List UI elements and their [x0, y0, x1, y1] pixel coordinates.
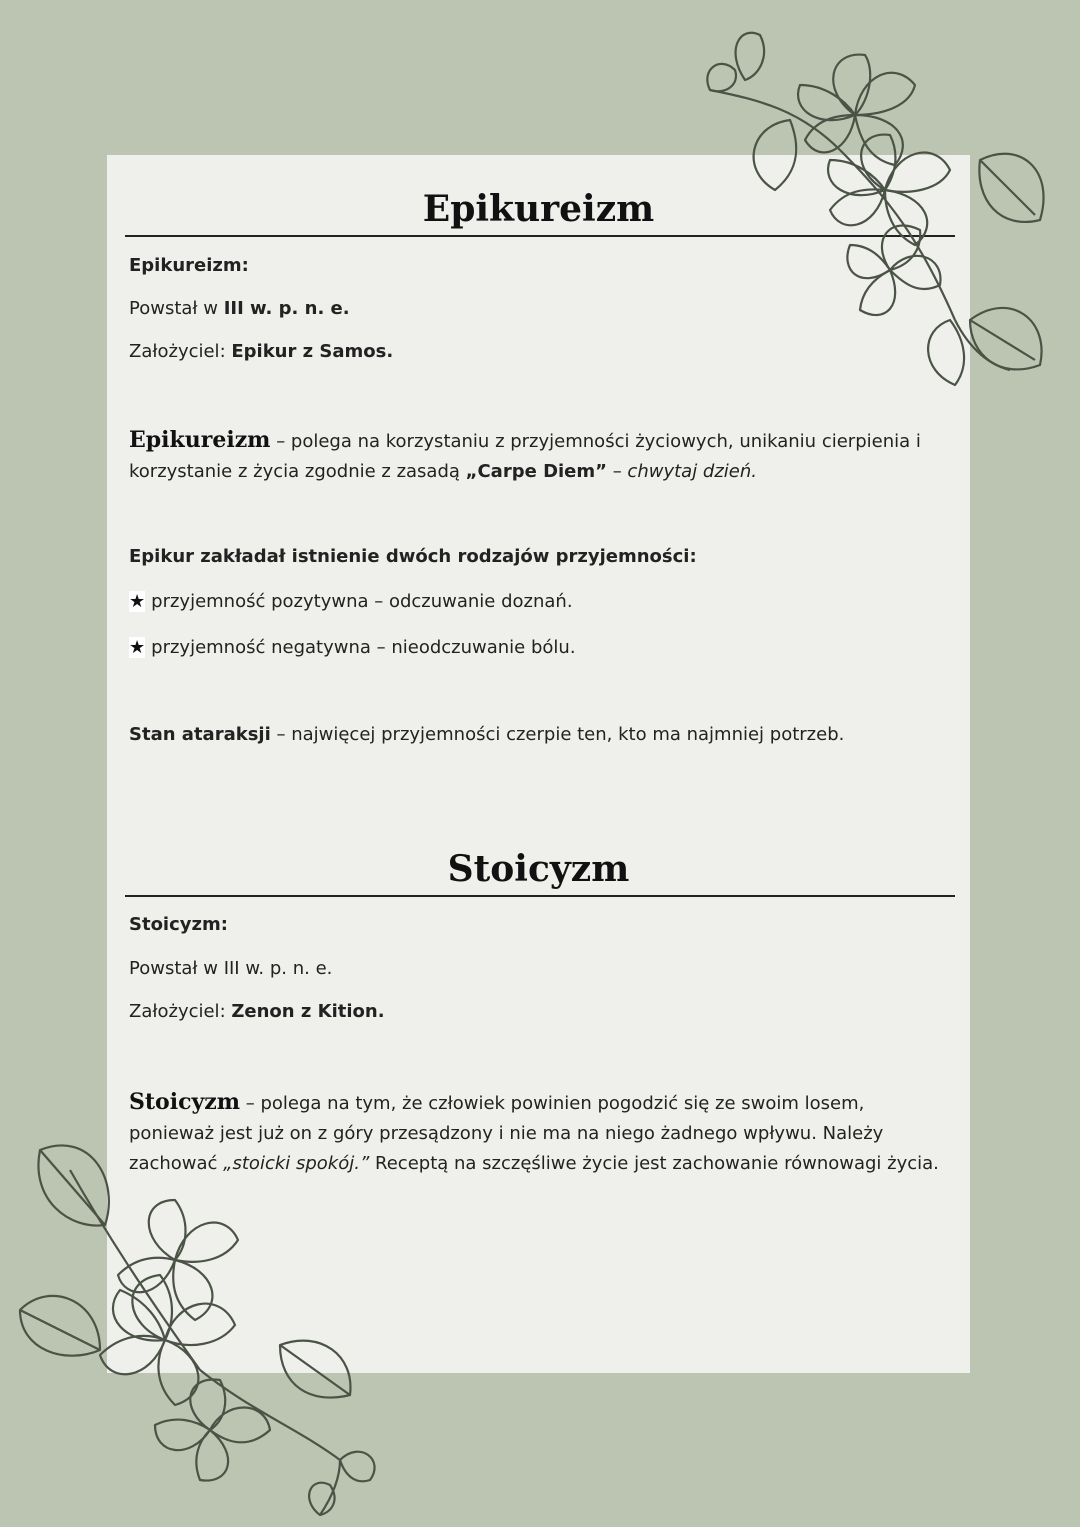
epicurean-definition: Epikureizm – polega na korzystaniu z przyjemności życiowych, unikaniu cierpienia i korzystanie z życia zgodnie z zasadą „Carpe Diem” – chwytaj dzień. — [129, 427, 921, 482]
stoic-definition: Stoicyzm – polega na tym, że człowiek powinien pogodzić się ze swoim losem, ponieważ jest już on z góry przesądzony i nie ma na niego żadnego wpływu. Należy zachować „stoicki spokój.” Receptą na szczęśliwe życie jest zachowanie równowagi życia. — [129, 1089, 939, 1174]
ataraxia-line: Stan ataraksji – najwięcej przyjemności czerpie ten, kto ma najmniej potrzeb. — [129, 724, 845, 745]
stoic-label: Stoicyzm: — [129, 914, 228, 935]
epicurean-label: Epikureizm: — [129, 255, 249, 276]
epicurean-origin: Powstał w III w. p. n. e. — [129, 298, 350, 319]
stoic-title: Stoicyzm — [447, 848, 630, 890]
list-item: ★ przyjemność pozytywna – odczuwanie doznań. — [129, 591, 573, 612]
content-card — [107, 155, 970, 1373]
title-divider — [125, 895, 955, 897]
epicurean-founder: Założyciel: Epikur z Samos. — [129, 341, 394, 362]
stoic-origin: Powstał w III w. p. n. e. — [129, 958, 333, 979]
star-icon: ★ — [129, 637, 146, 658]
list-item: ★ przyjemność negatywna – nieodczuwanie bólu. — [129, 637, 576, 658]
epicurean-title: Epikureizm — [422, 188, 655, 230]
pleasures-heading: Epikur zakładał istnienie dwóch rodzajów przyjemności: — [129, 546, 697, 567]
star-icon: ★ — [129, 591, 146, 612]
title-divider — [125, 235, 955, 237]
stoic-founder: Założyciel: Zenon z Kition. — [129, 1001, 385, 1022]
